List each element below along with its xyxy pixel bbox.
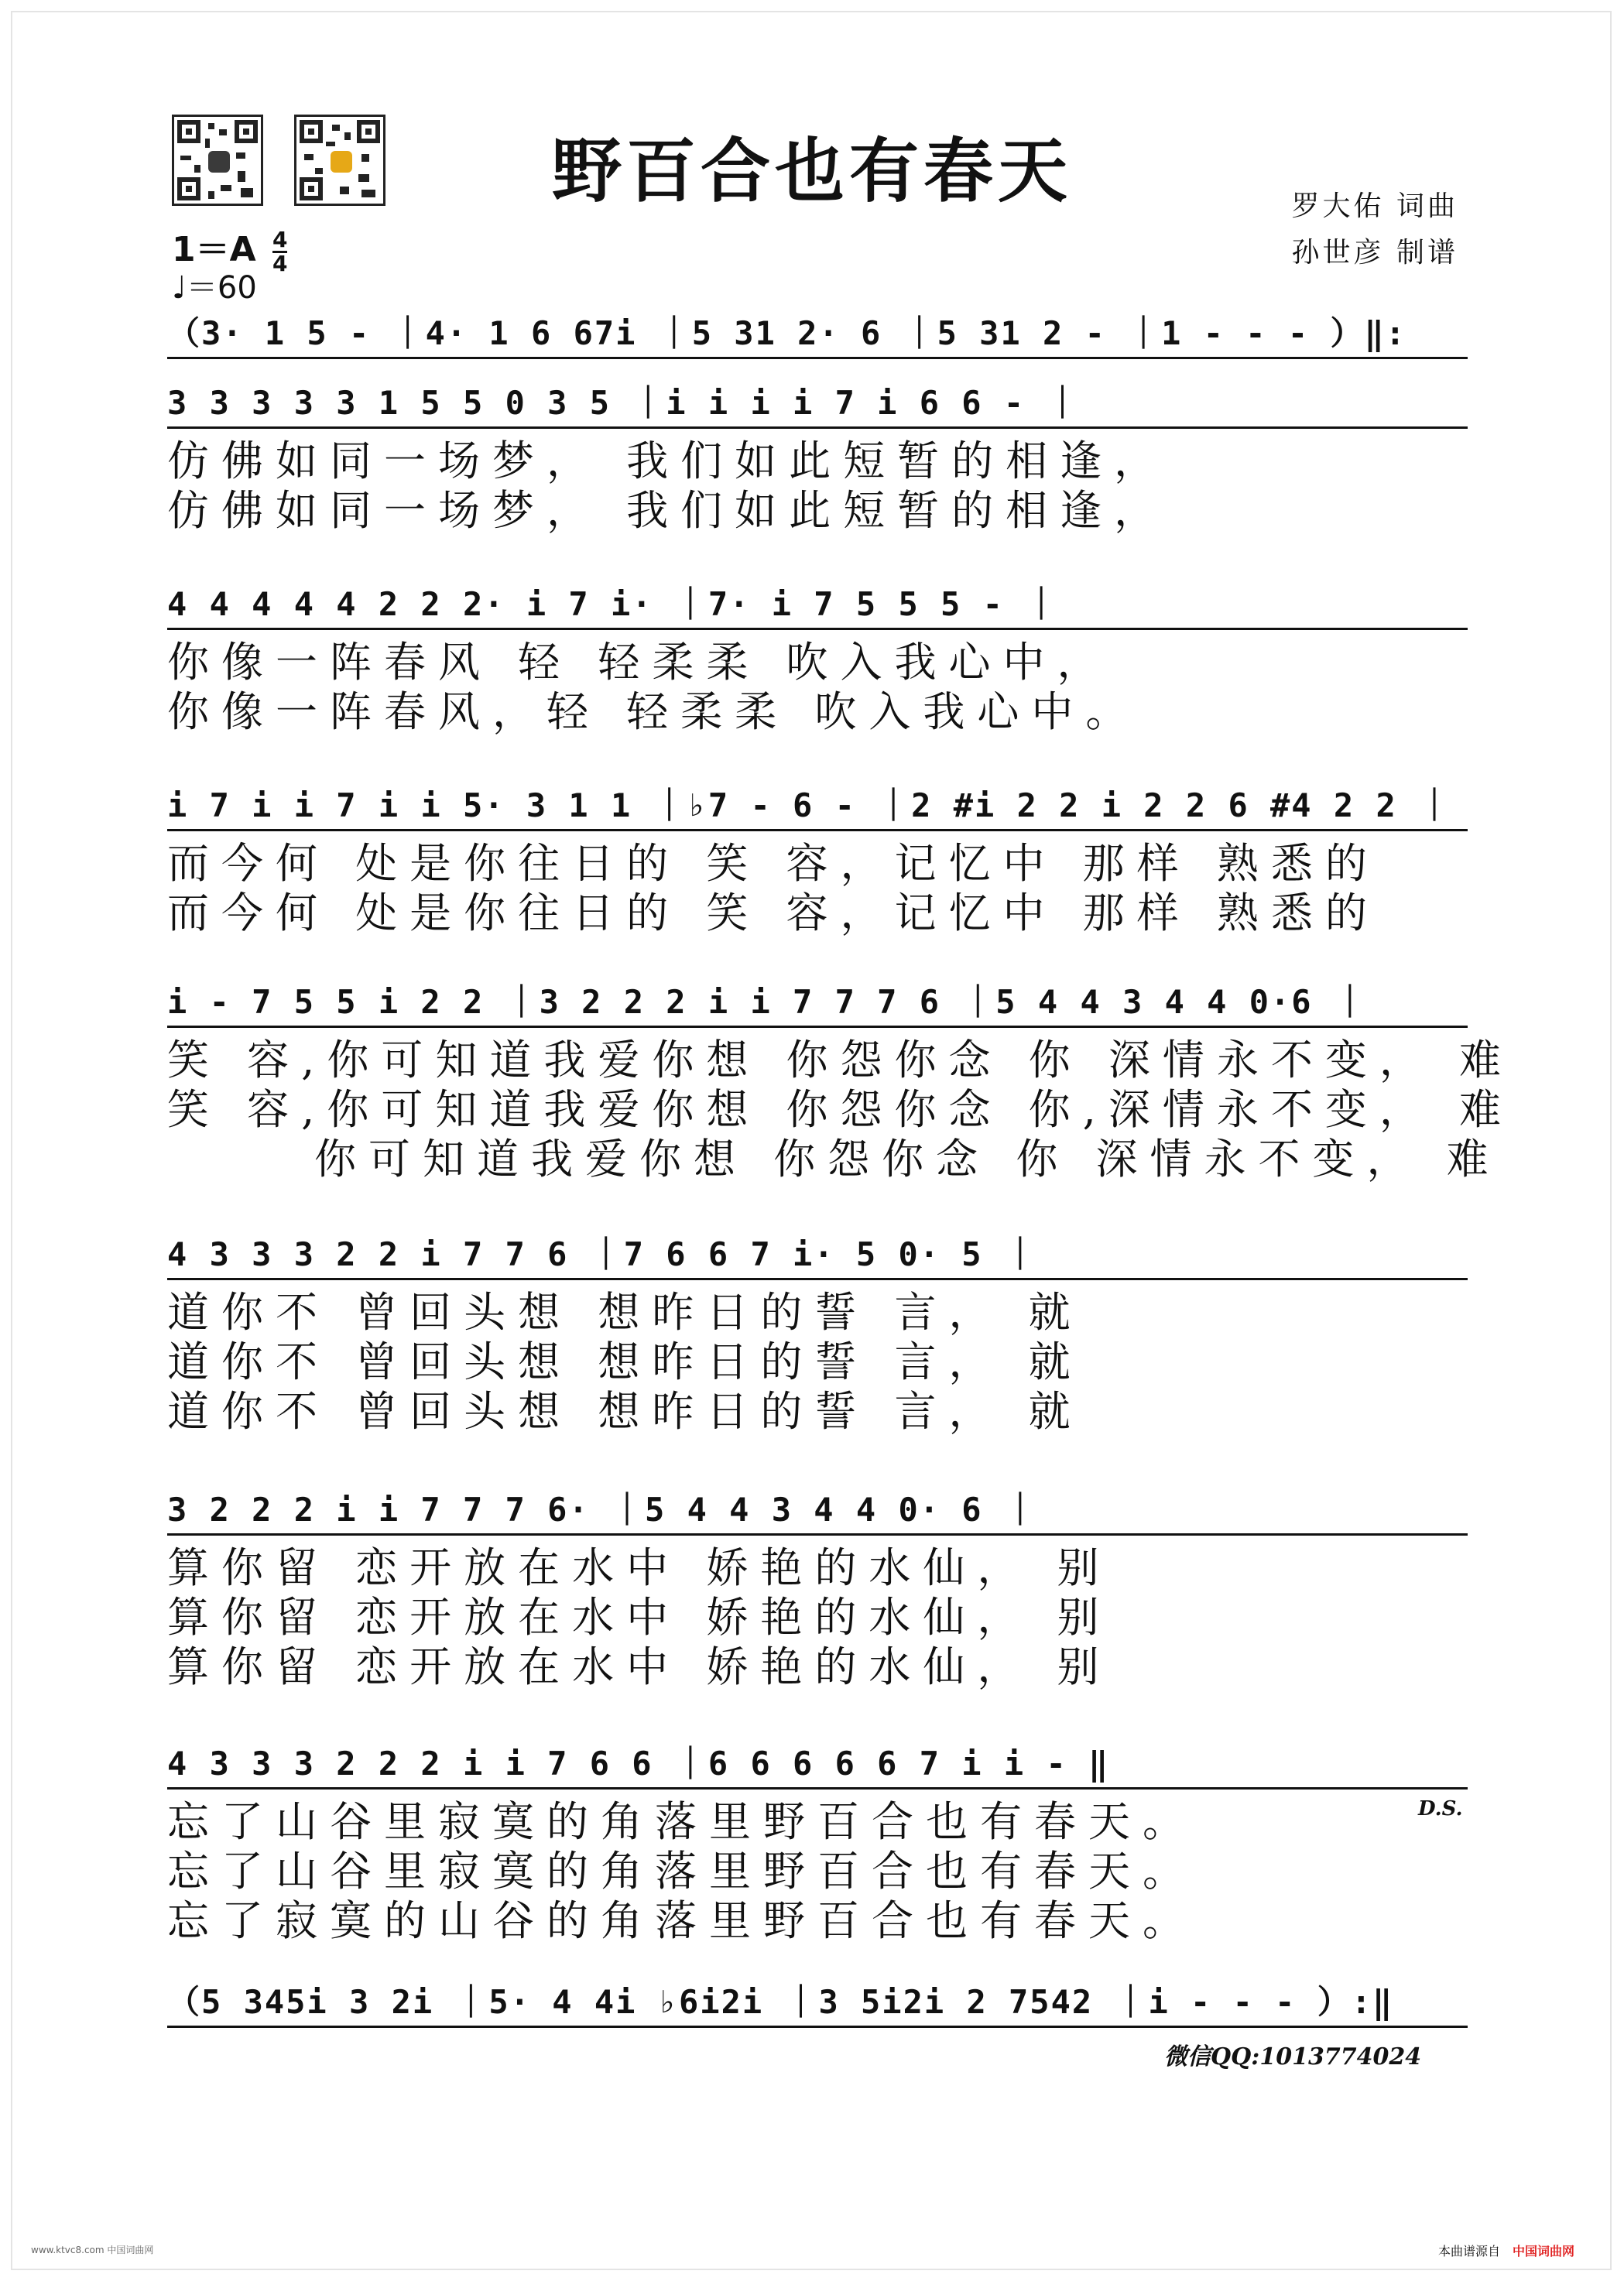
notes-row: i 7 i i 7 i i 5· 3 1 1 ｜♭7 - 6 - ｜2 #i 2 2 i 2 2 6 #4 2 2 ｜ bbox=[167, 780, 1468, 827]
lyrics-verse-2: 道你不 曾回头想 想昨日的誓 言， 就 bbox=[167, 1337, 1083, 1386]
notes-row: 4 3 3 3 2 2 i 7 7 6 ｜7 6 6 7 i· 5 0· 5 ｜ bbox=[167, 1229, 1468, 1276]
lyrics-verse-2: 你像一阵春风，轻 轻柔柔 吹入我心中。 bbox=[167, 687, 1140, 736]
credit-transcriber: 孙世彦 制谱 bbox=[1291, 237, 1458, 269]
intro-notes: （3· 1 5 - ｜4· 1 6 67i ｜5 31 2· 6 ｜5 31 2 - ｜1 - - - ）‖: bbox=[167, 308, 1468, 354]
footer-source-label: 本曲谱源自 bbox=[1438, 2244, 1501, 2259]
credit-lyricist-composer: 罗大佑 词曲 bbox=[1291, 190, 1458, 222]
lyrics-verse-1: 忘了山谷里寂寞的角落里野百合也有春天。 bbox=[167, 1797, 1197, 1846]
key-label: 1＝A bbox=[172, 230, 256, 269]
lyrics-verse-3: 忘了寂寞的山谷的角落里野百合也有春天。 bbox=[167, 1896, 1197, 1945]
page-title: 野百合也有春天 bbox=[552, 130, 1072, 212]
system-7 bbox=[167, 1738, 1468, 1946]
lyrics-verse-2: 笑 容,你可知道我爱你想 你怨你念 你,深情永不变， 难 bbox=[167, 1085, 1513, 1134]
system-4 bbox=[167, 977, 1513, 1184]
lyrics-verse-2: 而今何 处是你往日的 笑 容，记忆中 那样 熟悉的 bbox=[167, 889, 1379, 937]
system-2 bbox=[167, 579, 1468, 737]
footer-left: www.ktvc8.com 中国词曲网 bbox=[31, 2245, 154, 2255]
lyrics-verse-1: 你像一阵春风 轻 轻柔柔 吹入我心中， bbox=[167, 638, 1112, 687]
time-signature bbox=[272, 226, 288, 276]
coda-notes: （5 345i 3 2i ｜5· 4 4i ♭6i2i ｜3 5i2i 2 7542 ｜i - - - ）:‖ bbox=[167, 1977, 1468, 2023]
lyrics-verse-1: 而今何 处是你往日的 笑 容，记忆中 那样 熟悉的 bbox=[167, 839, 1379, 888]
system-1 bbox=[167, 378, 1468, 536]
contact-info: 微信QQ:1013774024 bbox=[1164, 2043, 1422, 2070]
footer-brand: 中国词曲网 bbox=[1513, 2244, 1575, 2259]
intro-line bbox=[167, 308, 1468, 354]
lyrics-verse-1: 笑 容,你可知道我爱你想 你怨你念 你 深情永不变， 难 bbox=[167, 1036, 1513, 1084]
lyrics-verse-2: 算你留 恋开放在水中 娇艳的水仙， 别 bbox=[167, 1593, 1112, 1642]
lyrics-verse-3: 道你不 曾回头想 想昨日的誓 言， 就 bbox=[167, 1387, 1083, 1436]
notes-row: 3 3 3 3 3 1 5 5 0 3 5 ｜i i i i 7 i 6 6 - ｜ bbox=[167, 378, 1468, 424]
notes-row: 4 3 3 3 2 2 2 i i 7 6 6 ｜6 6 6 6 6 7 i i - ‖ bbox=[167, 1738, 1468, 1785]
lyrics-verse-3: 你可知道我爱你想 你怨你念 你 深情永不变， 难 bbox=[314, 1135, 1501, 1183]
lyrics-verse-1: 算你留 恋开放在水中 娇艳的水仙， 别 bbox=[167, 1543, 1112, 1592]
system-5 bbox=[167, 1229, 1468, 1437]
tempo-marking: ♩＝60 bbox=[172, 270, 257, 306]
lyrics-verse-2: 忘了山谷里寂寞的角落里野百合也有春天。 bbox=[167, 1847, 1197, 1896]
ds-marking: D.S. bbox=[1418, 1797, 1463, 1820]
system-3 bbox=[167, 780, 1468, 938]
lyrics-verse-1: 道你不 曾回头想 想昨日的誓 言， 就 bbox=[167, 1288, 1083, 1337]
time-top: 4 bbox=[272, 226, 288, 252]
system-6 bbox=[167, 1485, 1468, 1692]
time-bottom: 4 bbox=[272, 250, 288, 276]
lyrics-verse-2: 仿佛如同一场梦， 我们如此短暂的相逢， bbox=[167, 486, 1169, 535]
coda-line bbox=[167, 1977, 1468, 2023]
notes-row: i - 7 5 5 i 2 2 ｜3 2 2 2 i i 7 7 7 6 ｜5 4 4 3 4 4 0·6 ｜ bbox=[167, 977, 1468, 1023]
notes-row: 4 4 4 4 4 2 2 2· i 7 i· ｜7· i 7 5 5 5 - ｜ bbox=[167, 579, 1468, 625]
lyrics-verse-3: 算你留 恋开放在水中 娇艳的水仙， 别 bbox=[167, 1642, 1112, 1691]
notes-row: 3 2 2 2 i i 7 7 7 6· ｜5 4 4 3 4 4 0· 6 ｜ bbox=[167, 1485, 1468, 1531]
lyrics-verse-1: 仿佛如同一场梦， 我们如此短暂的相逢， bbox=[167, 437, 1169, 485]
